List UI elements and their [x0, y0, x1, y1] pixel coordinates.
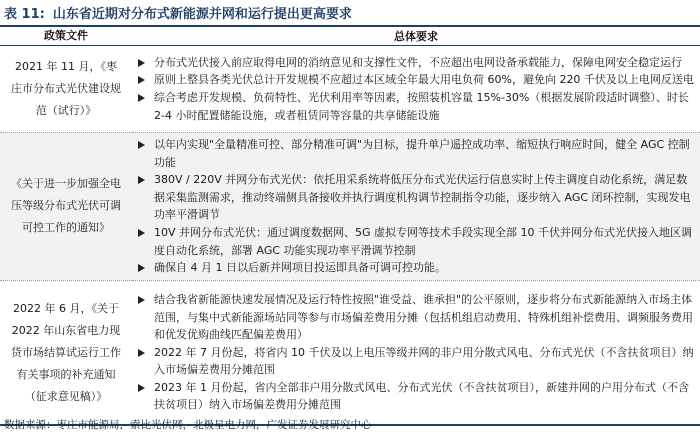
data-source-note: 数据来源：枣庄市能源局，索比光伏网，北极星电力网，广发证券发展研究中心: [4, 419, 372, 431]
policy-text: 2021 年 11 月，《枣庄市分布式光伏建设规范（试行）》: [11, 60, 121, 117]
triangle-bullet-icon: [138, 296, 145, 304]
requirements-cell: [132, 46, 700, 133]
requirements-cell: [132, 280, 700, 425]
triangle-bullet-icon: [138, 349, 145, 357]
list-item: 以年内实现"全量精准可控、部分精准可调"为目标，提升单户遥控成功率、缩短执行响应时间，健全 AGC 控制功能: [132, 136, 700, 171]
list-item: 380V / 220V 并网分布式光伏：依托用采系统将低压分布式光伏运行信息实时上传主调度自动化系统，满足数据采集监测需求，推动终端侧具备接收并执行调度机构调节控制指令功能，逐步纳入 AGC 闭环控制，实现发电功率平滑调节: [132, 171, 700, 224]
list-item: 确保自 4 月 1 日以后新并网项目投运即具备可调可控功能。: [132, 259, 700, 277]
triangle-bullet-icon: [138, 229, 145, 237]
policy-table: [0, 26, 700, 426]
table-caption: [0, 0, 700, 24]
list-item: 综合考虑开发规模、负荷特性、光伏利用率等因素，按照装机容量 15%-30%（根据发展阶段适时调整）、时长 2-4 小时配置储能设施，或者租赁同等容量的共享储能设施: [132, 89, 700, 124]
triangle-bullet-icon: [138, 76, 145, 84]
policy-cell: [0, 46, 132, 133]
table-header-row: [0, 26, 700, 46]
triangle-bullet-icon: [138, 384, 145, 392]
header-policy: 政策文件: [44, 29, 88, 42]
list-item: 结合我省新能源快速发展情况及运行特性按照"谁受益、谁承担"的公平原则，逐步将分布式新能源纳入市场主体范围，与集中式新能源场站同等参与市场偏差费用分摊（包括机组启动费用、特殊机组补偿费用、调频服务费用和优发优购曲线匹配偏差费用）: [132, 291, 700, 344]
policy-cell: [0, 280, 132, 425]
table-number: 表 11:: [4, 6, 45, 22]
triangle-bullet-icon: [138, 264, 145, 272]
triangle-bullet-icon: [138, 176, 145, 184]
triangle-bullet-icon: [138, 59, 145, 67]
list-item: 10V 并网分布式光伏：通过调度数据网、5G 虚拟专网等技术手段实现全部 10 千伏并网分布式光伏接入地区调度自动化系统，部署 AGC 功能实现功率平滑调节控制: [132, 224, 700, 259]
list-item: 原则上整县各类光伏总计开发规模不应超过本区域全年最大用电负荷 60%，避免向 220 千伏及以上电网反送电: [132, 71, 700, 89]
table-row: [0, 133, 700, 281]
policy-text: 2022 年 6 月，《关于 2022 年山东省电力现货市场结算试运行工作有关事项的补充通知（征求意见稿）》: [11, 301, 121, 403]
requirements-cell: [132, 133, 700, 281]
policy-text: 《关于进一步加强全电压等级分布式光伏可调可控工作的通知》: [11, 177, 121, 235]
header-requirements: 总体要求: [394, 29, 438, 43]
list-item: 2022 年 7 月份起，将省内 10 千伏及以上电压等级并网的非户用分散式风电、分布式光伏（不含扶贫项目）纳入市场偏差费用分摊范围: [132, 344, 700, 379]
list-item: 2023 年 1 月份起，省内全部非户用分散式风电、分布式光伏（不含扶贫项目），新建并网的户用分布式（不含扶贫项目）纳入市场偏差费用分摊范围: [132, 379, 700, 414]
table-title: 山东省近期对分布式新能源并网和运行提出更高要求: [52, 6, 352, 22]
list-item: 分布式光伏接入前应取得电网的消纳意见和支撑性文件，不应超出电网设备承载能力，保障电网安全稳定运行: [132, 54, 700, 72]
policy-cell: [0, 133, 132, 281]
triangle-bullet-icon: [138, 94, 145, 102]
table-row: [0, 46, 700, 133]
table-row: [0, 280, 700, 425]
triangle-bullet-icon: [138, 141, 145, 149]
